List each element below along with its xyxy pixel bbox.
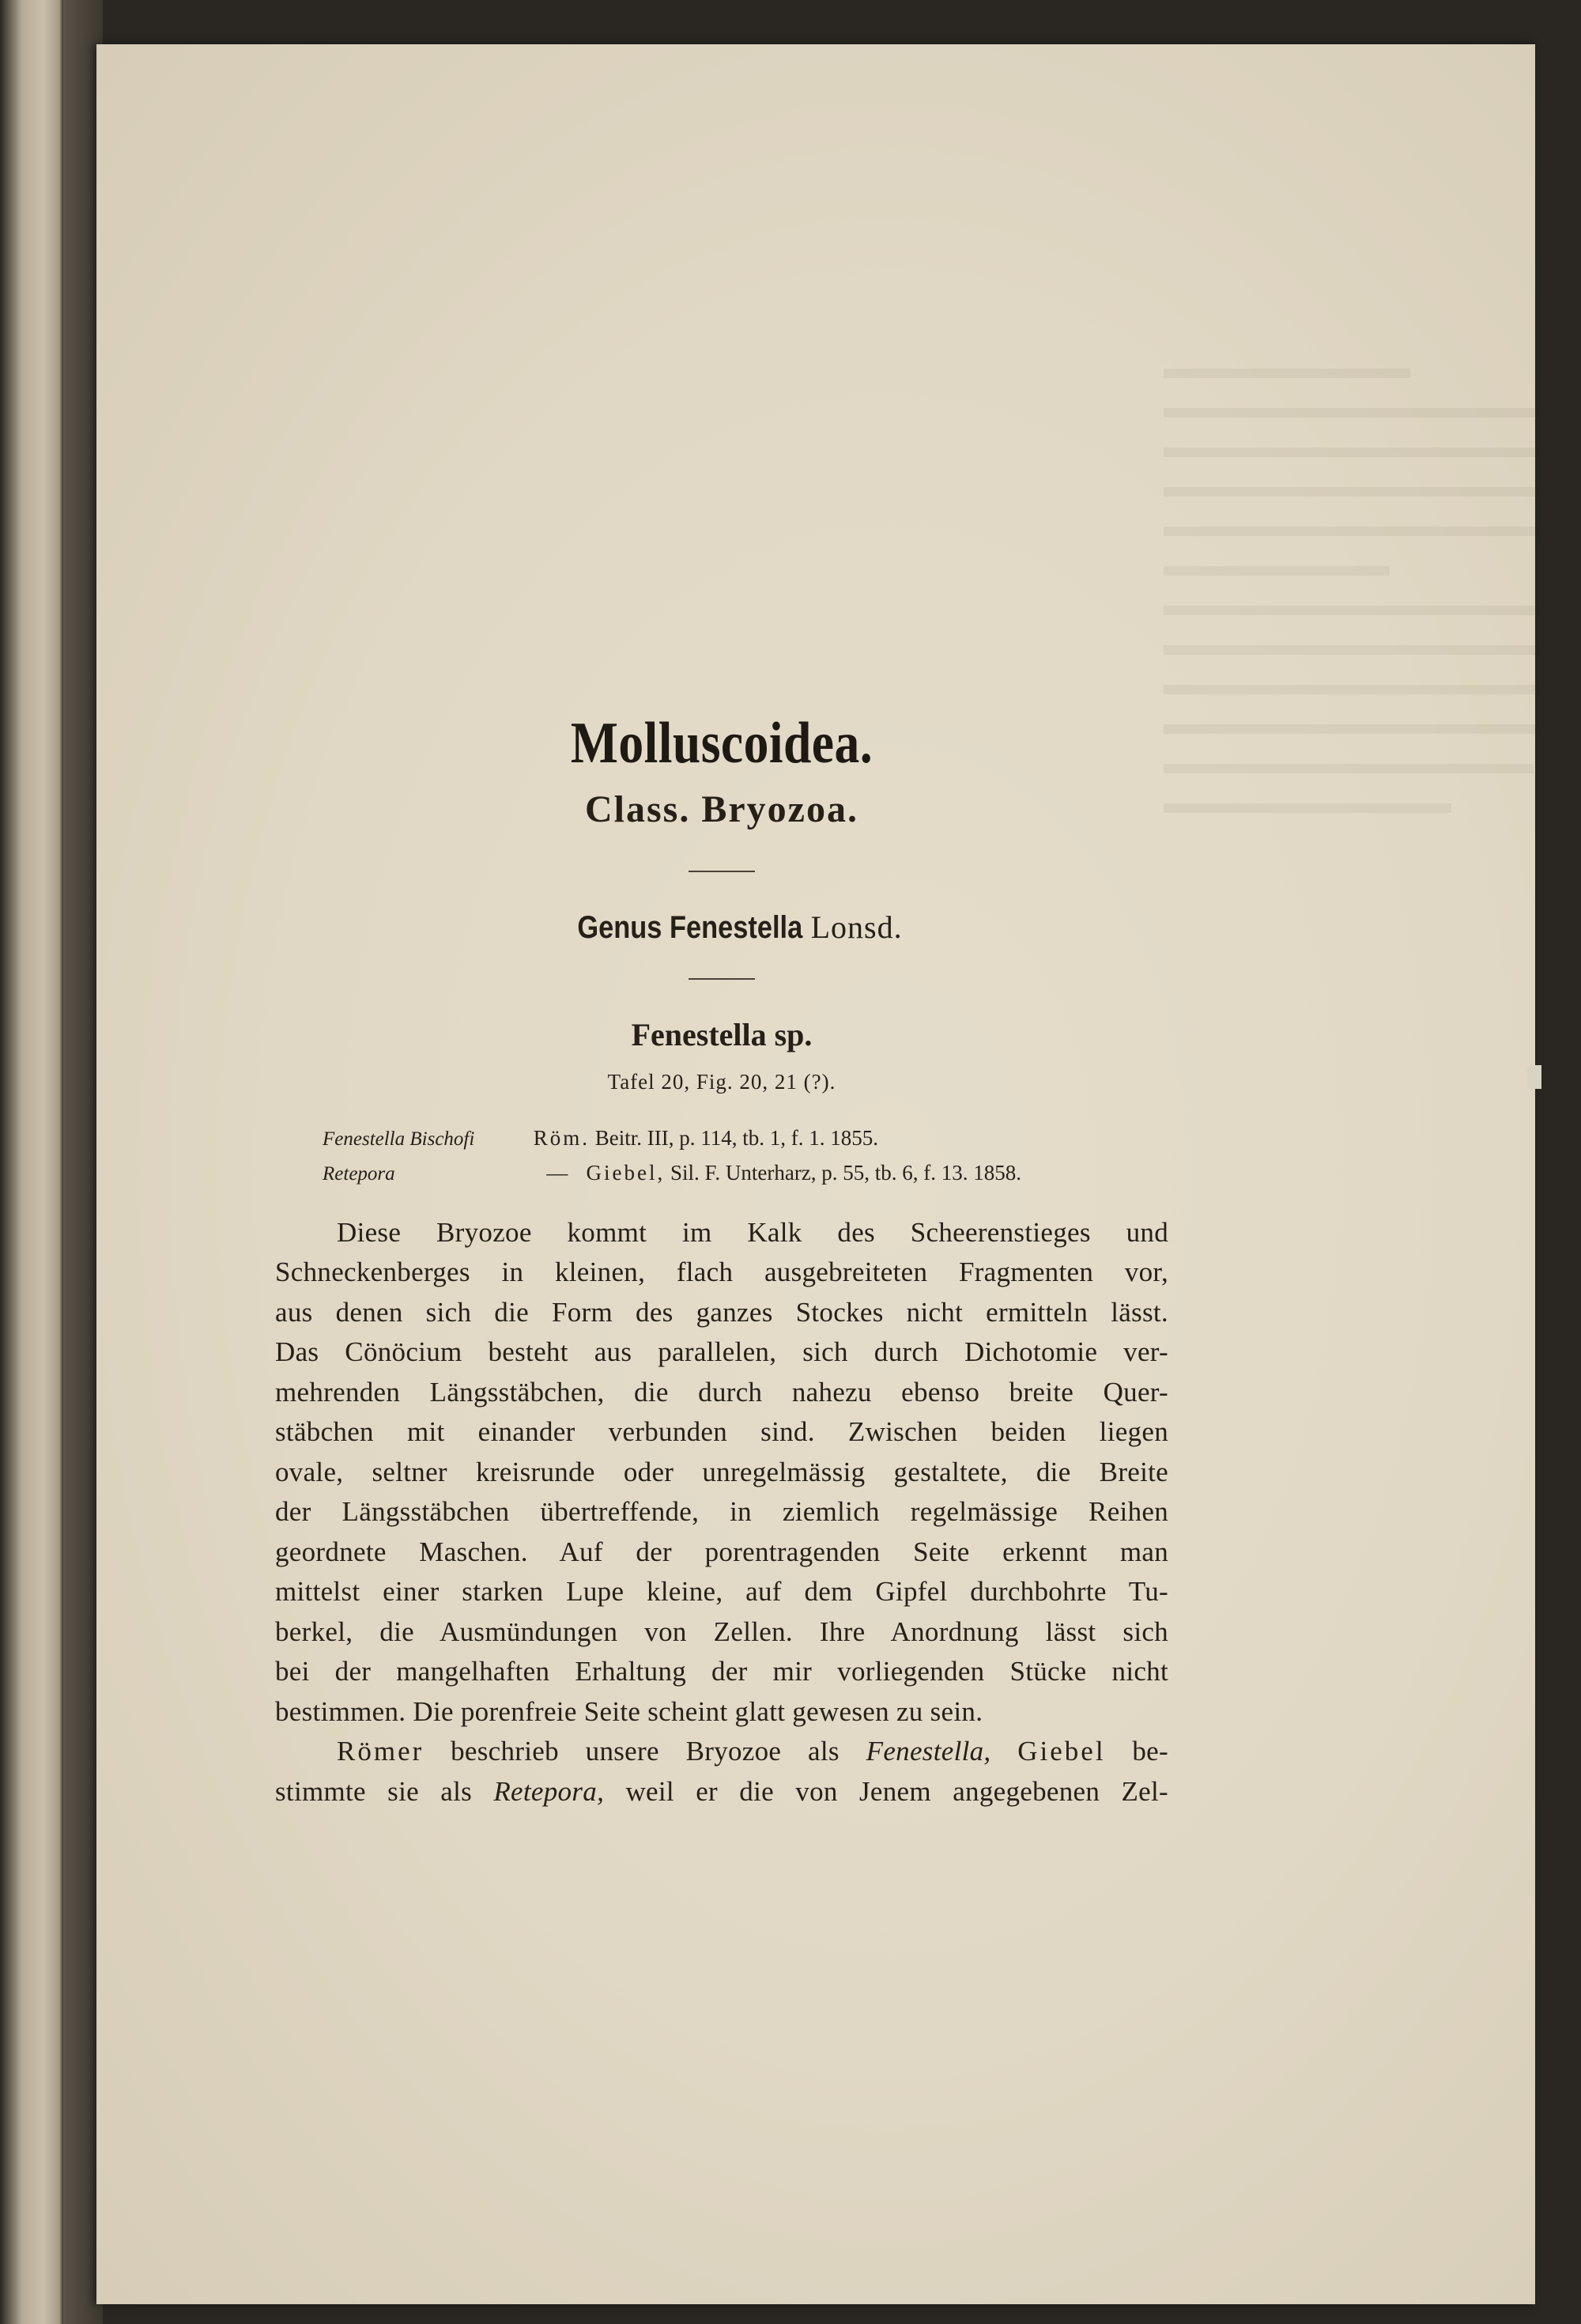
text-line: geordnete Maschen. Auf der porentragenden Seite erkennt man xyxy=(275,1536,1168,1567)
text-line: ovale, seltner kreisrunde oder unregelmässig gestaltete, die Breite xyxy=(275,1456,1168,1487)
text-line: der Längsstäbchen übertreffende, in ziemlich regelmässige Reihen xyxy=(275,1496,1168,1528)
author-name: Römer xyxy=(337,1736,424,1767)
text-line: bei der mangelhaften Erhaltung der mir vorliegenden Stücke nicht xyxy=(275,1656,1168,1687)
genus-italic: Fenestella, xyxy=(866,1736,991,1767)
main-title: Molluscoidea. xyxy=(570,711,874,776)
synonymy-list xyxy=(323,1121,1168,1191)
class-title: Class. Bryozoa. xyxy=(585,788,858,831)
plate-reference: Tafel 20, Fig. 20, 21 (?). xyxy=(607,1069,836,1094)
synonym-dash: — xyxy=(546,1160,568,1185)
synonym-taxon: Fenestella Bischofi xyxy=(323,1128,475,1150)
text-line: Schneckenberges in kleinen, flach ausgebreiteten Fragmenten vor, xyxy=(275,1256,1168,1288)
synonym-reference: Sil. F. Unterharz, p. 55, tb. 6, f. 13. 1858. xyxy=(670,1160,1022,1185)
text-line: bestimmen. Die porenfreie Seite scheint glatt gewesen zu sein. xyxy=(275,1695,983,1727)
paragraph-1 xyxy=(275,1213,1168,1733)
species-title: Fenestella sp. xyxy=(631,1016,813,1052)
body-text xyxy=(275,1213,1168,1812)
page-content xyxy=(275,712,1168,1812)
text-line: mehrenden Längsstäbchen, die durch nahezu ebenso breite Quer- xyxy=(275,1376,1168,1408)
page-tab-marker xyxy=(1527,1065,1541,1089)
divider xyxy=(689,978,755,980)
genus-italic: Retepora, xyxy=(493,1775,605,1807)
synonym-reference: Beitr. III, p. 114, tb. 1, f. 1. 1855. xyxy=(594,1125,878,1150)
text-line: Das Cönöcium besteht aus parallelen, sich durch Dichotomie ver- xyxy=(275,1336,1168,1368)
synonym-row xyxy=(323,1121,1168,1156)
text-line: berkel, die Ausmündungen von Zellen. Ihre Anordnung lässt sich xyxy=(275,1615,1168,1647)
synonym-author: Giebel, xyxy=(586,1160,666,1185)
divider xyxy=(689,871,755,872)
genus-author: Lonsd. xyxy=(810,909,903,945)
author-name: Giebel xyxy=(1017,1736,1106,1767)
previous-page-edge xyxy=(0,0,63,2324)
show-through-text xyxy=(1164,368,1575,859)
genus-name: Genus Fenestella xyxy=(577,909,803,945)
synonym-row xyxy=(323,1156,1168,1191)
text-line: stäbchen mit einander verbunden sind. Zwischen beiden liegen xyxy=(275,1416,1168,1448)
text-run: be- xyxy=(1132,1736,1168,1767)
paragraph-2 xyxy=(275,1732,1168,1812)
text-run: weil er die von Jenem angegebenen Zel- xyxy=(625,1775,1168,1807)
text-line xyxy=(275,1772,1168,1812)
text-line: mittelst einer starken Lupe kleine, auf dem Gipfel durchbohrte Tu- xyxy=(275,1576,1168,1608)
text-line xyxy=(275,1732,1168,1772)
synonym-author: Röm. xyxy=(533,1125,591,1150)
genus-heading xyxy=(275,909,1168,947)
synonym-taxon: Retepora xyxy=(323,1162,395,1185)
text-run: stimmte sie als xyxy=(275,1775,473,1807)
text-run: beschrieb unsere Bryozoe als xyxy=(451,1736,840,1767)
text-line: Diese Bryozoe kommt im Kalk des Scheerenstieges und xyxy=(337,1216,1168,1248)
text-line: aus denen sich die Form des ganzes Stockes nicht ermitteln lässt. xyxy=(275,1296,1168,1328)
